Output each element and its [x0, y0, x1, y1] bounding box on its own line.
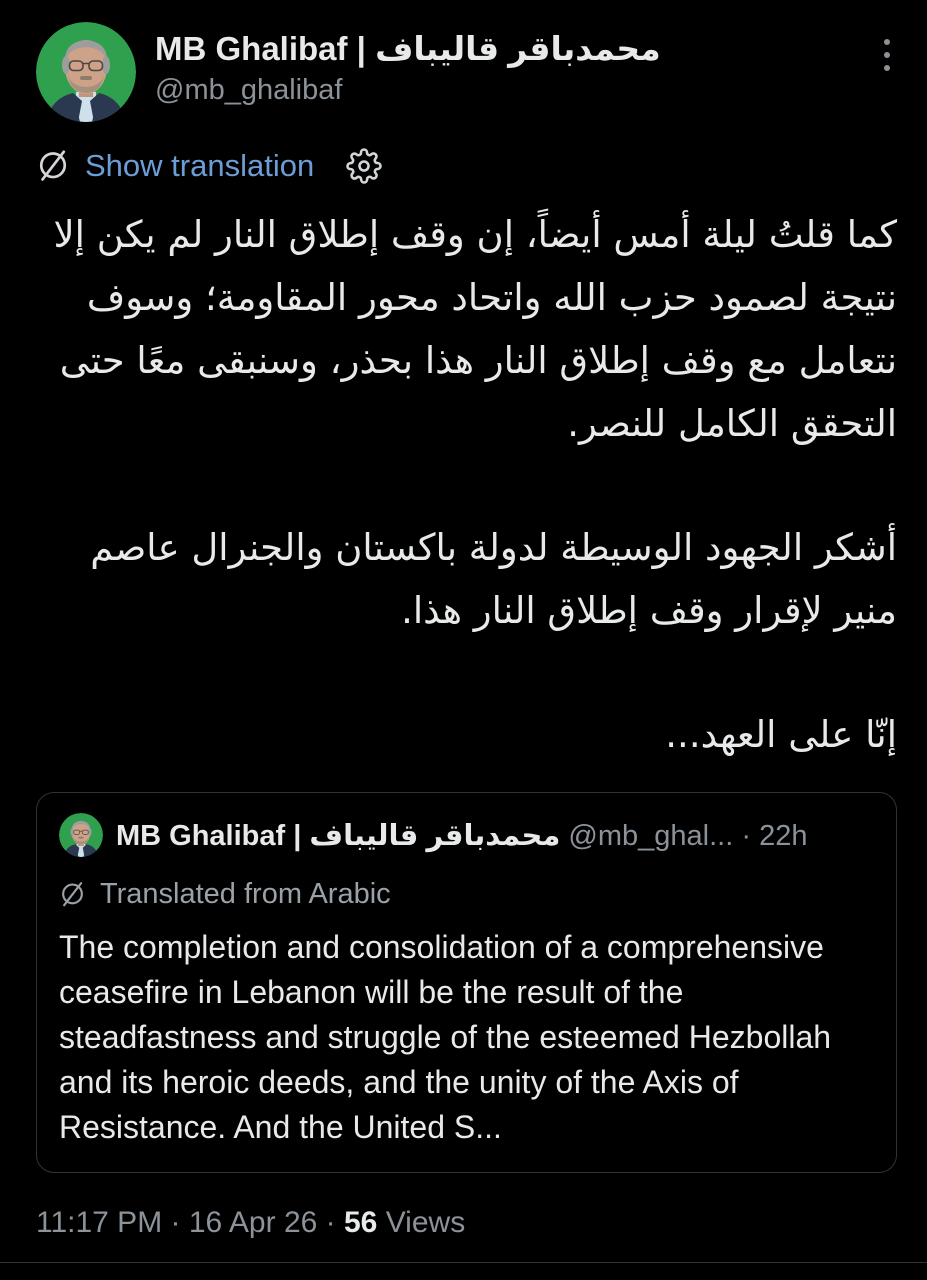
views-count[interactable]: 56 — [344, 1206, 378, 1239]
quoted-tweet-card[interactable] — [36, 792, 897, 1173]
translation-controls — [36, 146, 897, 186]
tweet-header — [36, 22, 897, 122]
quoted-avatar-image — [59, 813, 103, 857]
tweet-paragraph: أشكر الجهود الوسيطة لدولة باكستان والجنرال عاصم منير لإقرار وقف إطلاق النار هذا. — [90, 526, 897, 632]
post-time: 11:17 PM — [36, 1206, 163, 1239]
separator-dot: · — [325, 1206, 336, 1239]
author-handle[interactable]: @mb_ghalibaf — [155, 74, 343, 107]
views-label: Views — [385, 1206, 466, 1239]
quoted-timestamp: 22h — [759, 819, 808, 852]
section-divider — [0, 1262, 927, 1263]
post-date: 16 Apr 26 — [188, 1206, 318, 1239]
translated-from-label: Translated from Arabic — [100, 878, 391, 910]
avatar[interactable] — [36, 22, 136, 122]
translation-settings-button[interactable] — [346, 148, 382, 184]
translate-icon — [59, 881, 86, 908]
tweet-meta-row — [36, 1206, 897, 1240]
separator-dot: · — [741, 819, 751, 852]
more-menu-button[interactable] — [863, 22, 897, 89]
show-translation-button[interactable]: Show translation — [85, 148, 315, 183]
quoted-avatar — [59, 813, 103, 857]
quoted-author-handle: @mb_ghal... — [568, 819, 734, 852]
tweet-text — [36, 203, 897, 766]
separator-dot: · — [170, 1206, 181, 1239]
avatar-image — [36, 22, 136, 122]
quoted-author-line — [116, 818, 807, 853]
tweet-paragraph: إنّا على العهد... — [665, 713, 897, 756]
translate-icon — [36, 149, 70, 183]
author-block — [155, 22, 661, 107]
translated-from-row — [59, 878, 874, 911]
quoted-author-name: MB Ghalibaf | محمدباقر قالیباف — [116, 819, 561, 852]
gear-icon — [346, 148, 382, 184]
tweet-paragraph: كما قلتُ ليلة أمس أيضاً، إن وقف إطلاق النار لم يكن إلا نتيجة لصمود حزب الله واتحاد محور المقاومة؛ وسوف نتعامل مع وقف إطلاق النار هذا بحذر، وسنبقى معًا حتى التحقق الكامل للنصر. — [53, 213, 897, 445]
author-display-name[interactable]: MB Ghalibaf | محمدباقر قالیباف — [155, 30, 661, 67]
quoted-tweet-header — [59, 813, 874, 857]
quoted-tweet-text: The completion and consolidation of a comprehensive ceasefire in Lebanon will be the result of the steadfastness and struggle of the esteemed Hezbollah and its heroic deeds, and the unity of the Axis of Resistance. And the United S... — [59, 929, 832, 1145]
three-dots-vertical-icon — [883, 36, 891, 78]
